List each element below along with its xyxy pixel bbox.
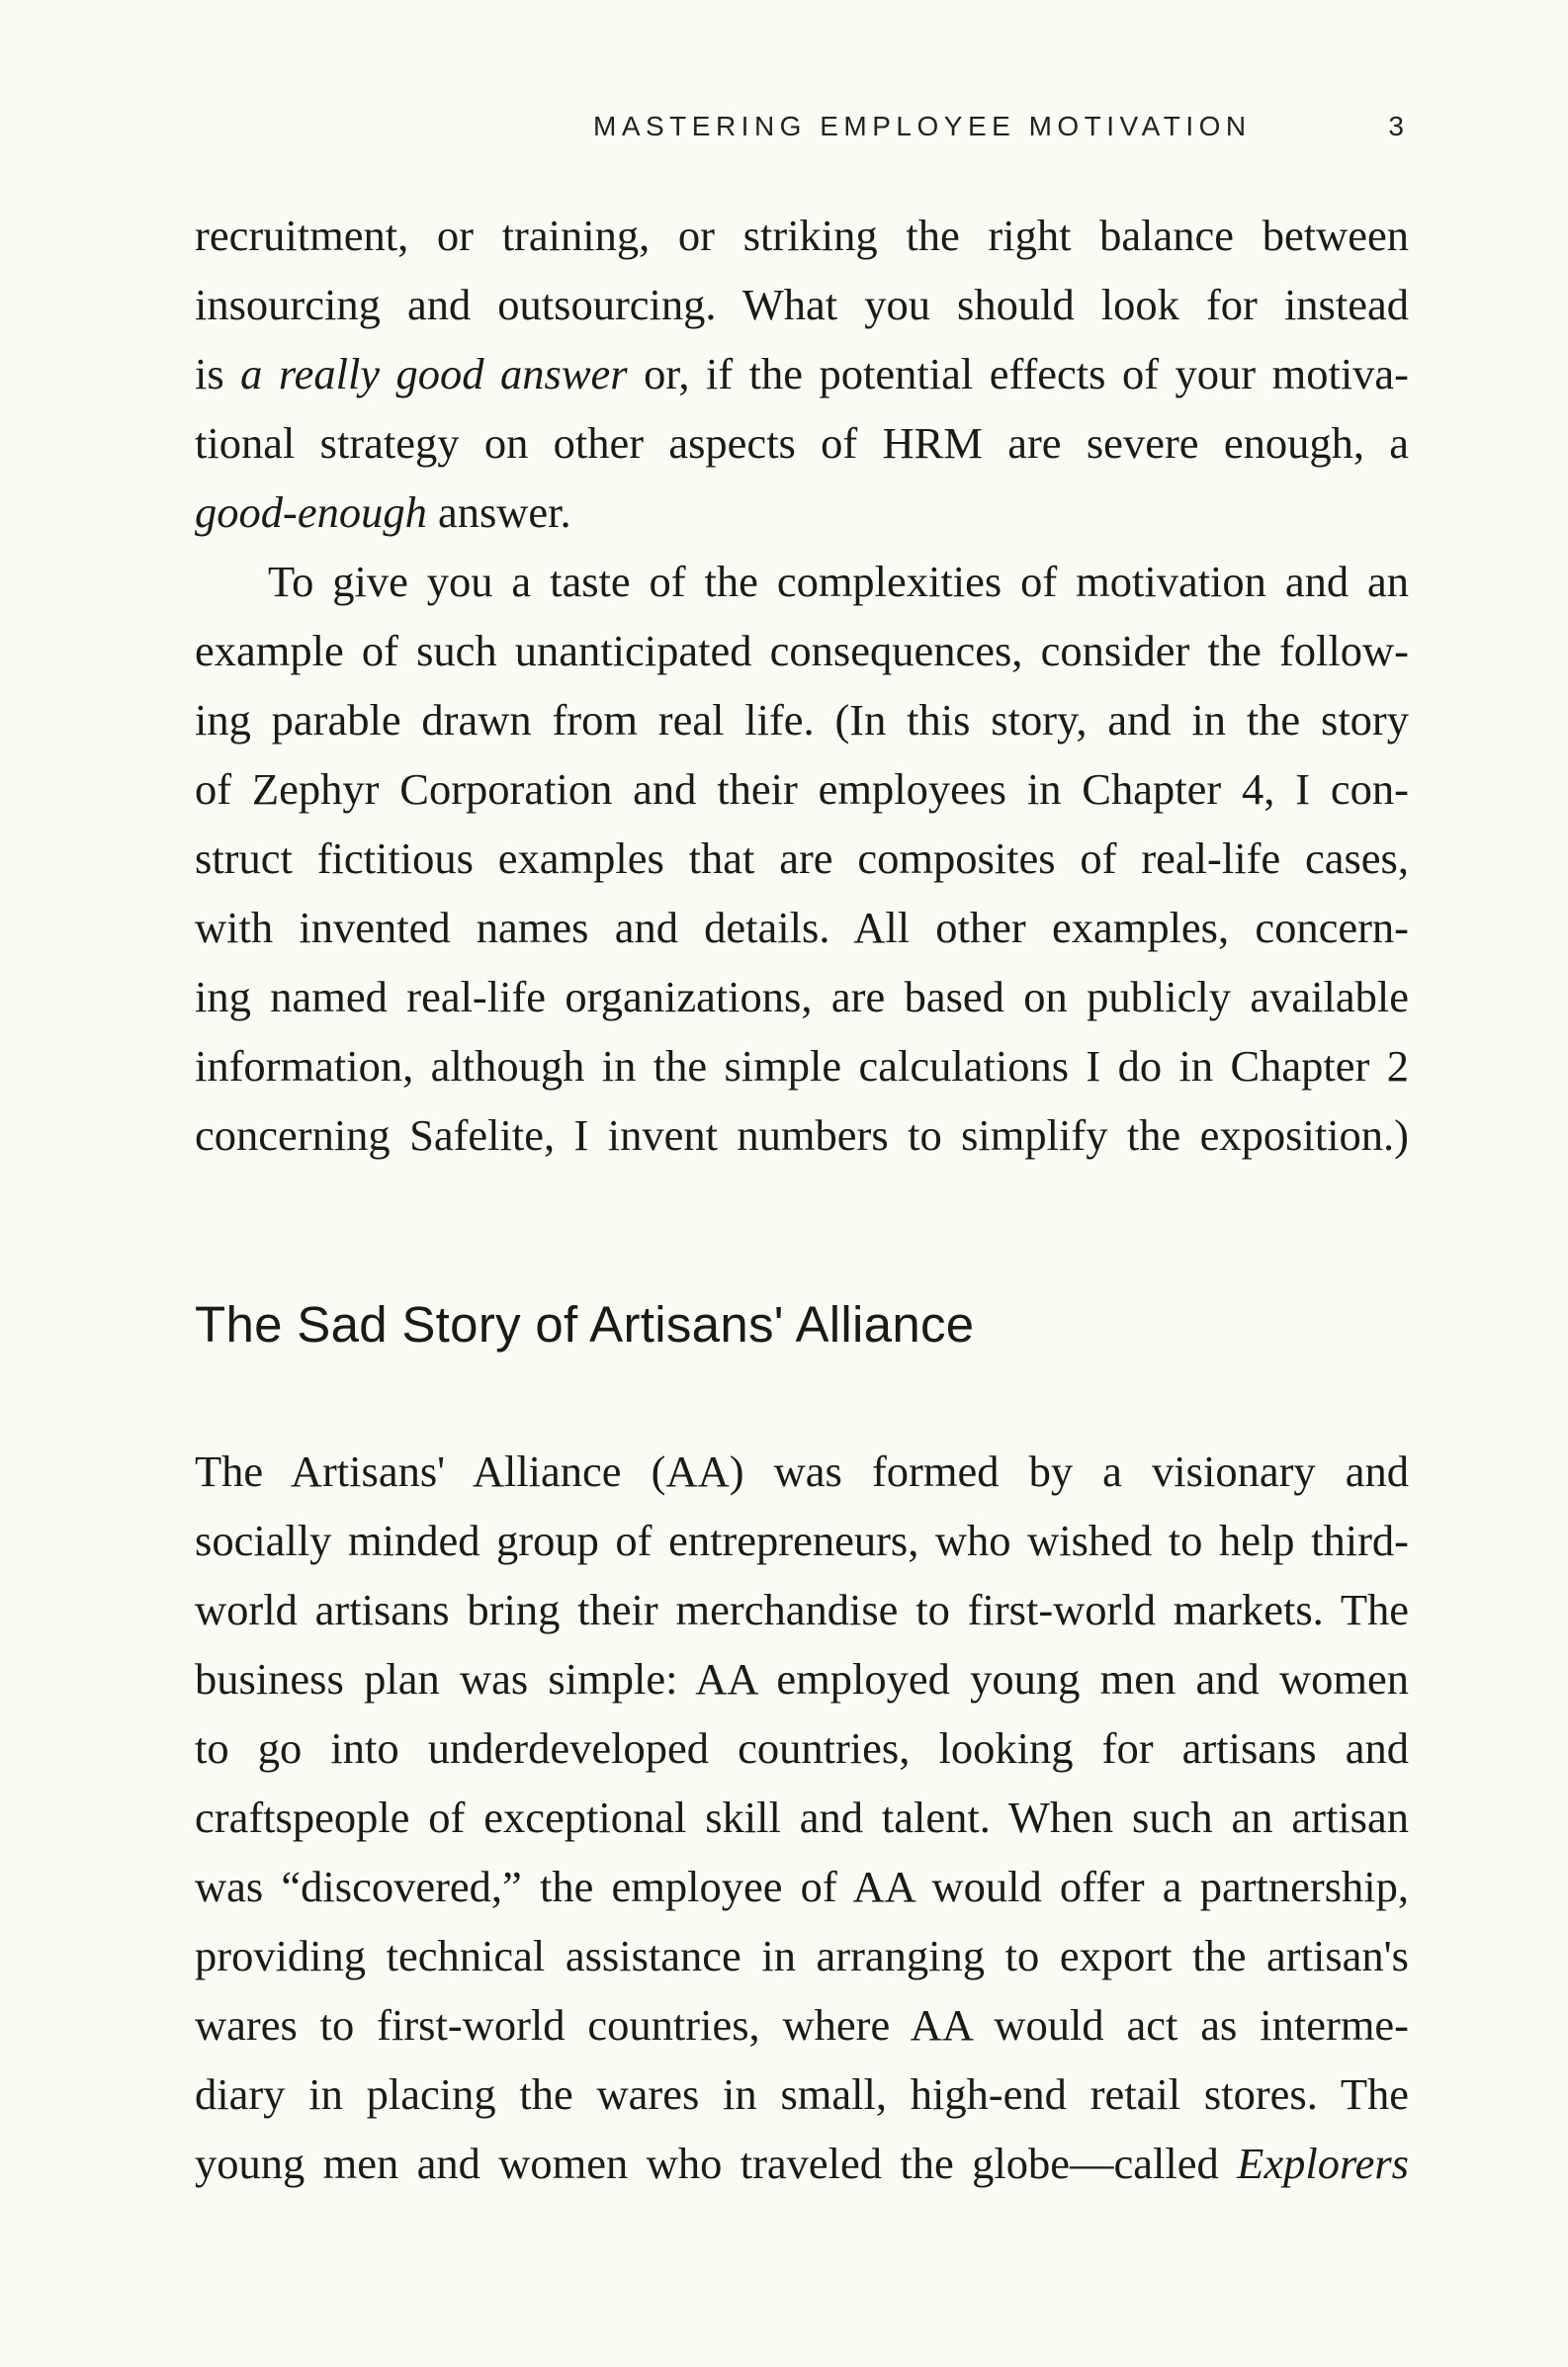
text-line: diary in placing the wares in small, high-end retail stores. The	[195, 2069, 1409, 2119]
text-line: of Zephyr Corporation and their employees in Chapter 4, I con-	[195, 764, 1409, 814]
text-line: ing named real-life organizations, are based on publicly available	[195, 972, 1409, 1021]
text-line: ing parable drawn from real life. (In this story, and in the story	[195, 695, 1409, 745]
text-line: To give you a taste of the complexities of motivation and an	[268, 557, 1409, 606]
text-line	[195, 478, 1409, 547]
text-run: or, if the potential effects of your motiva-	[627, 349, 1409, 398]
text-line: struct fictitious examples that are composites of real-life cases,	[195, 833, 1409, 883]
text-line: tional strategy on other aspects of HRM are severe enough, a	[195, 418, 1409, 468]
emphasis-text: a really good answer	[240, 349, 628, 398]
text-line: was “discovered,” the employee of AA would offer a partnership,	[195, 1862, 1409, 1911]
text-line: world artisans bring their merchandise to first-world markets. The	[195, 1585, 1409, 1634]
text-line: The Artisans' Alliance (AA) was formed by a visionary and	[195, 1446, 1409, 1496]
text-line: insourcing and outsourcing. What you should look for instead	[195, 280, 1409, 329]
running-title: MASTERING EMPLOYEE MOTIVATION	[593, 111, 1252, 141]
text-run: is	[195, 349, 241, 398]
text-run: answer.	[426, 487, 571, 537]
emphasis-text: good-enough	[195, 487, 427, 537]
text-line: with invented names and details. All other examples, concern-	[195, 903, 1409, 952]
paragraph-taste-of-complexities	[195, 547, 1409, 1170]
text-line: craftspeople of exceptional skill and talent. When such an artisan	[195, 1793, 1409, 1842]
text-line: information, although in the simple calculations I do in Chapter 2	[195, 1041, 1409, 1091]
emphasis-text: Explorers	[1237, 2139, 1409, 2188]
text-line: wares to first-world countries, where AA would act as interme-	[195, 2000, 1409, 2050]
paragraph-artisans-alliance	[195, 1437, 1409, 2198]
text-line	[195, 339, 1409, 408]
text-line: to go into underdeveloped countries, looking for artisans and	[195, 1723, 1409, 1773]
text-line: providing technical assistance in arranging to export the artisan's	[195, 1931, 1409, 1980]
text-line: example of such unanticipated consequences, consider the follow-	[195, 626, 1409, 675]
text-run: young men and women who traveled the globe—called	[195, 2139, 1238, 2188]
text-line: socially minded group of entrepreneurs, who wished to help third-	[195, 1516, 1409, 1565]
text-line: recruitment, or training, or striking the right balance between	[195, 211, 1409, 260]
text-line: business plan was simple: AA employed young men and women	[195, 1654, 1409, 1704]
text-line	[195, 2129, 1409, 2198]
paragraph-continued	[195, 201, 1409, 547]
section-heading: The Sad Story of Artisans' Alliance	[195, 1296, 975, 1353]
text-line: concerning Safelite, I invent numbers to simplify the exposition.)	[195, 1110, 1409, 1160]
page-number: 3	[1388, 111, 1404, 141]
